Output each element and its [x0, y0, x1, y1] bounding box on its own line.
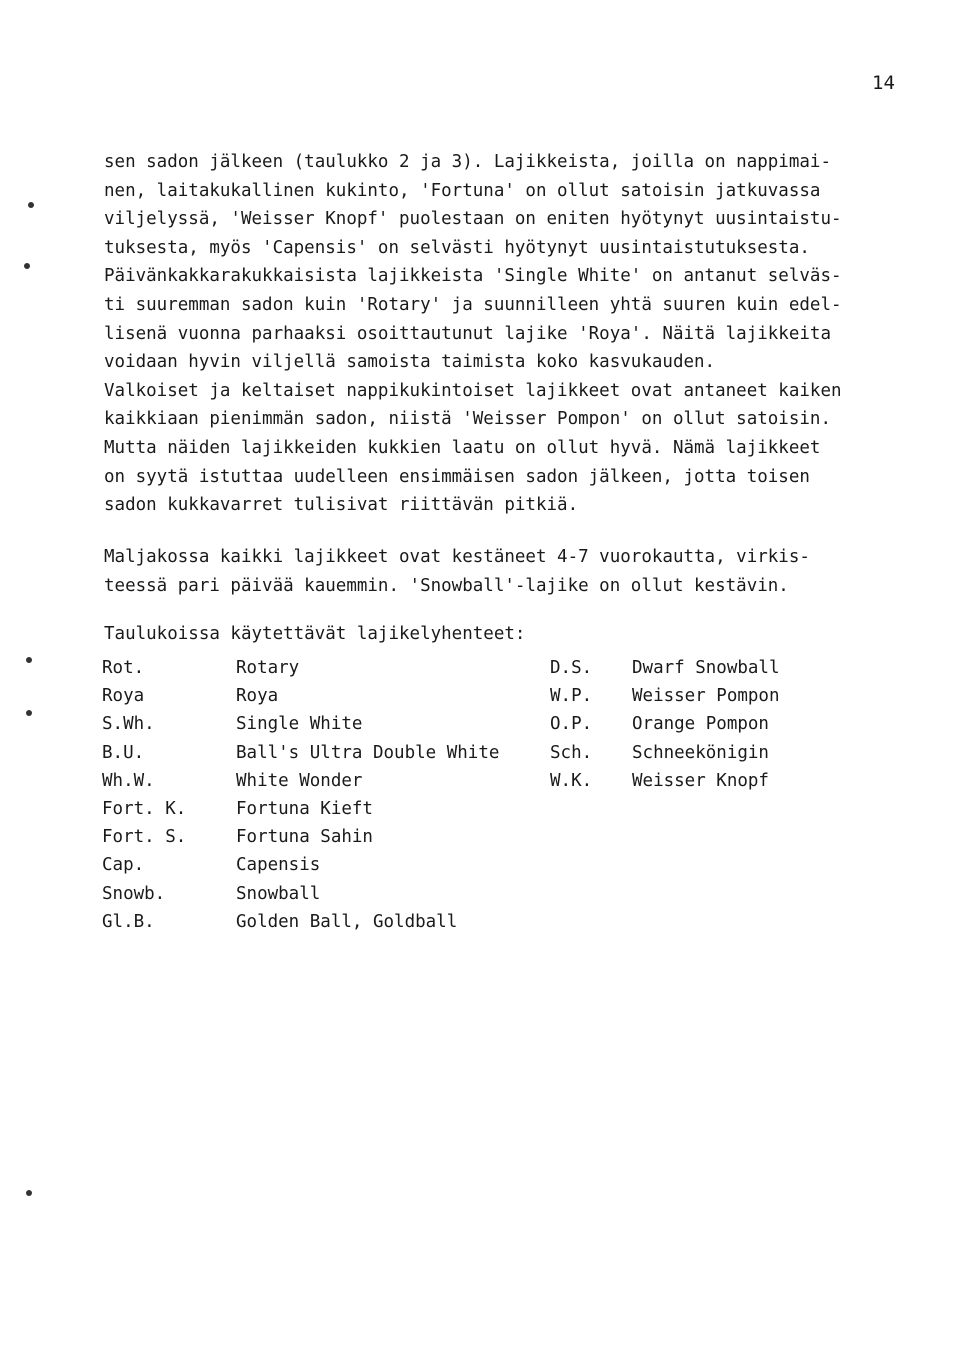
text-line: ti suuremman sadon kuin 'Rotary' ja suunnilleen yhtä suuren kuin edel-: [104, 294, 842, 315]
variety-name: Rotary: [236, 658, 300, 678]
abbreviation: W.K.: [550, 770, 593, 791]
variety-name: Golden Ball, Goldball: [236, 911, 458, 932]
text-line: nen, laitakukallinen kukinto, 'Fortuna' on ollut satoisin jatkuvassa: [104, 180, 821, 201]
abbreviation: Fort. S.: [102, 827, 187, 848]
text-line: voidaan hyvin viljellä samoista taimista koko kasvukauden.: [104, 352, 716, 373]
abbreviation-row: [0, 767, 960, 795]
scan-speck: [26, 657, 32, 663]
variety-name: Capensis: [236, 855, 321, 876]
text-line: lisenä vuonna parhaaksi osoittautunut lajike 'Roya'. Näitä lajikkeita: [104, 323, 831, 344]
variety-name: Snowball: [236, 883, 321, 904]
abbreviation-row: [0, 654, 960, 682]
abbreviation-row: [0, 739, 960, 767]
abbreviation: W.P.: [550, 686, 593, 707]
variety-name: Schneekönigin: [632, 742, 769, 763]
variety-name: Dwarf Snowball: [632, 658, 780, 678]
variety-name: Weisser Knopf: [632, 770, 769, 791]
variety-name: Single White: [236, 714, 363, 735]
body-paragraph-1: [104, 148, 904, 520]
text-line: kaikkiaan pienimmän sadon, niistä 'Weisser Pompon' on ollut satoisin.: [104, 409, 831, 430]
text-line: sadon kukkavarret tulisivat riittävän pitkiä.: [104, 495, 579, 516]
abbreviation: Rot.: [102, 658, 145, 678]
abbreviation: Gl.B.: [102, 911, 155, 932]
variety-name: White Wonder: [236, 770, 363, 791]
scan-speck: [26, 1190, 32, 1196]
scan-speck: [26, 710, 32, 716]
page-number: 14: [872, 72, 895, 94]
abbreviation: S.Wh.: [102, 714, 155, 735]
abbreviation-row: [0, 908, 960, 936]
abbreviation-row: [0, 880, 960, 908]
abbreviation: Roya: [102, 686, 145, 707]
abbreviation: Wh.W.: [102, 770, 155, 791]
abbreviation: O.P.: [550, 714, 593, 735]
variety-name: Ball's Ultra Double White: [236, 742, 500, 763]
text-line: Päivänkakkarakukkaisista lajikkeista 'Single White' on antanut selväs-: [104, 266, 842, 287]
scan-speck: [24, 263, 30, 269]
variety-name: Roya: [236, 686, 279, 707]
abbreviation: Fort. K.: [102, 798, 187, 819]
abbreviation-row: [0, 823, 960, 851]
text-line: sen sadon jälkeen (taulukko 2 ja 3). Lajikkeista, joilla on nappimai-: [104, 152, 831, 172]
text-line: Valkoiset ja keltaiset nappikukintoiset lajikkeet ovat antaneet kaiken: [104, 380, 842, 401]
abbreviation-row: [0, 682, 960, 710]
abbreviation: Snowb.: [102, 883, 166, 904]
body-paragraph-2: [104, 543, 904, 600]
variety-name: Orange Pompon: [632, 714, 769, 735]
variety-name: Weisser Pompon: [632, 686, 780, 707]
abbreviations-table: [0, 654, 960, 936]
abbreviation-row: [0, 851, 960, 879]
variety-name: Fortuna Kieft: [236, 798, 373, 819]
variety-name: Fortuna Sahin: [236, 827, 373, 848]
text-line: teessä pari päivää kauemmin. 'Snowball'-lajike on ollut kestävin.: [104, 575, 789, 596]
text-line: Mutta näiden lajikkeiden kukkien laatu on ollut hyvä. Nämä lajikkeet: [104, 437, 821, 458]
abbreviation: B.U.: [102, 742, 145, 763]
abbreviation-row: [0, 710, 960, 738]
text-line: viljelyssä, 'Weisser Knopf' puolestaan on eniten hyötynyt uusintaistu-: [104, 209, 842, 230]
text-line: Maljakossa kaikki lajikkeet ovat kestäneet 4-7 vuorokautta, virkis-: [104, 547, 810, 567]
abbreviation: Cap.: [102, 855, 145, 876]
abbreviation: D.S.: [550, 658, 593, 678]
abbreviation-row: [0, 795, 960, 823]
text-line: tuksesta, myös 'Capensis' on selvästi hyötynyt uusintaistutuksesta.: [104, 237, 810, 258]
scan-speck: [28, 202, 34, 208]
abbreviation: Sch.: [550, 742, 593, 763]
abbreviations-heading: Taulukoissa käytettävät lajikelyhenteet:: [104, 624, 526, 644]
text-line: on syytä istuttaa uudelleen ensimmäisen sadon jälkeen, jotta toisen: [104, 466, 810, 487]
